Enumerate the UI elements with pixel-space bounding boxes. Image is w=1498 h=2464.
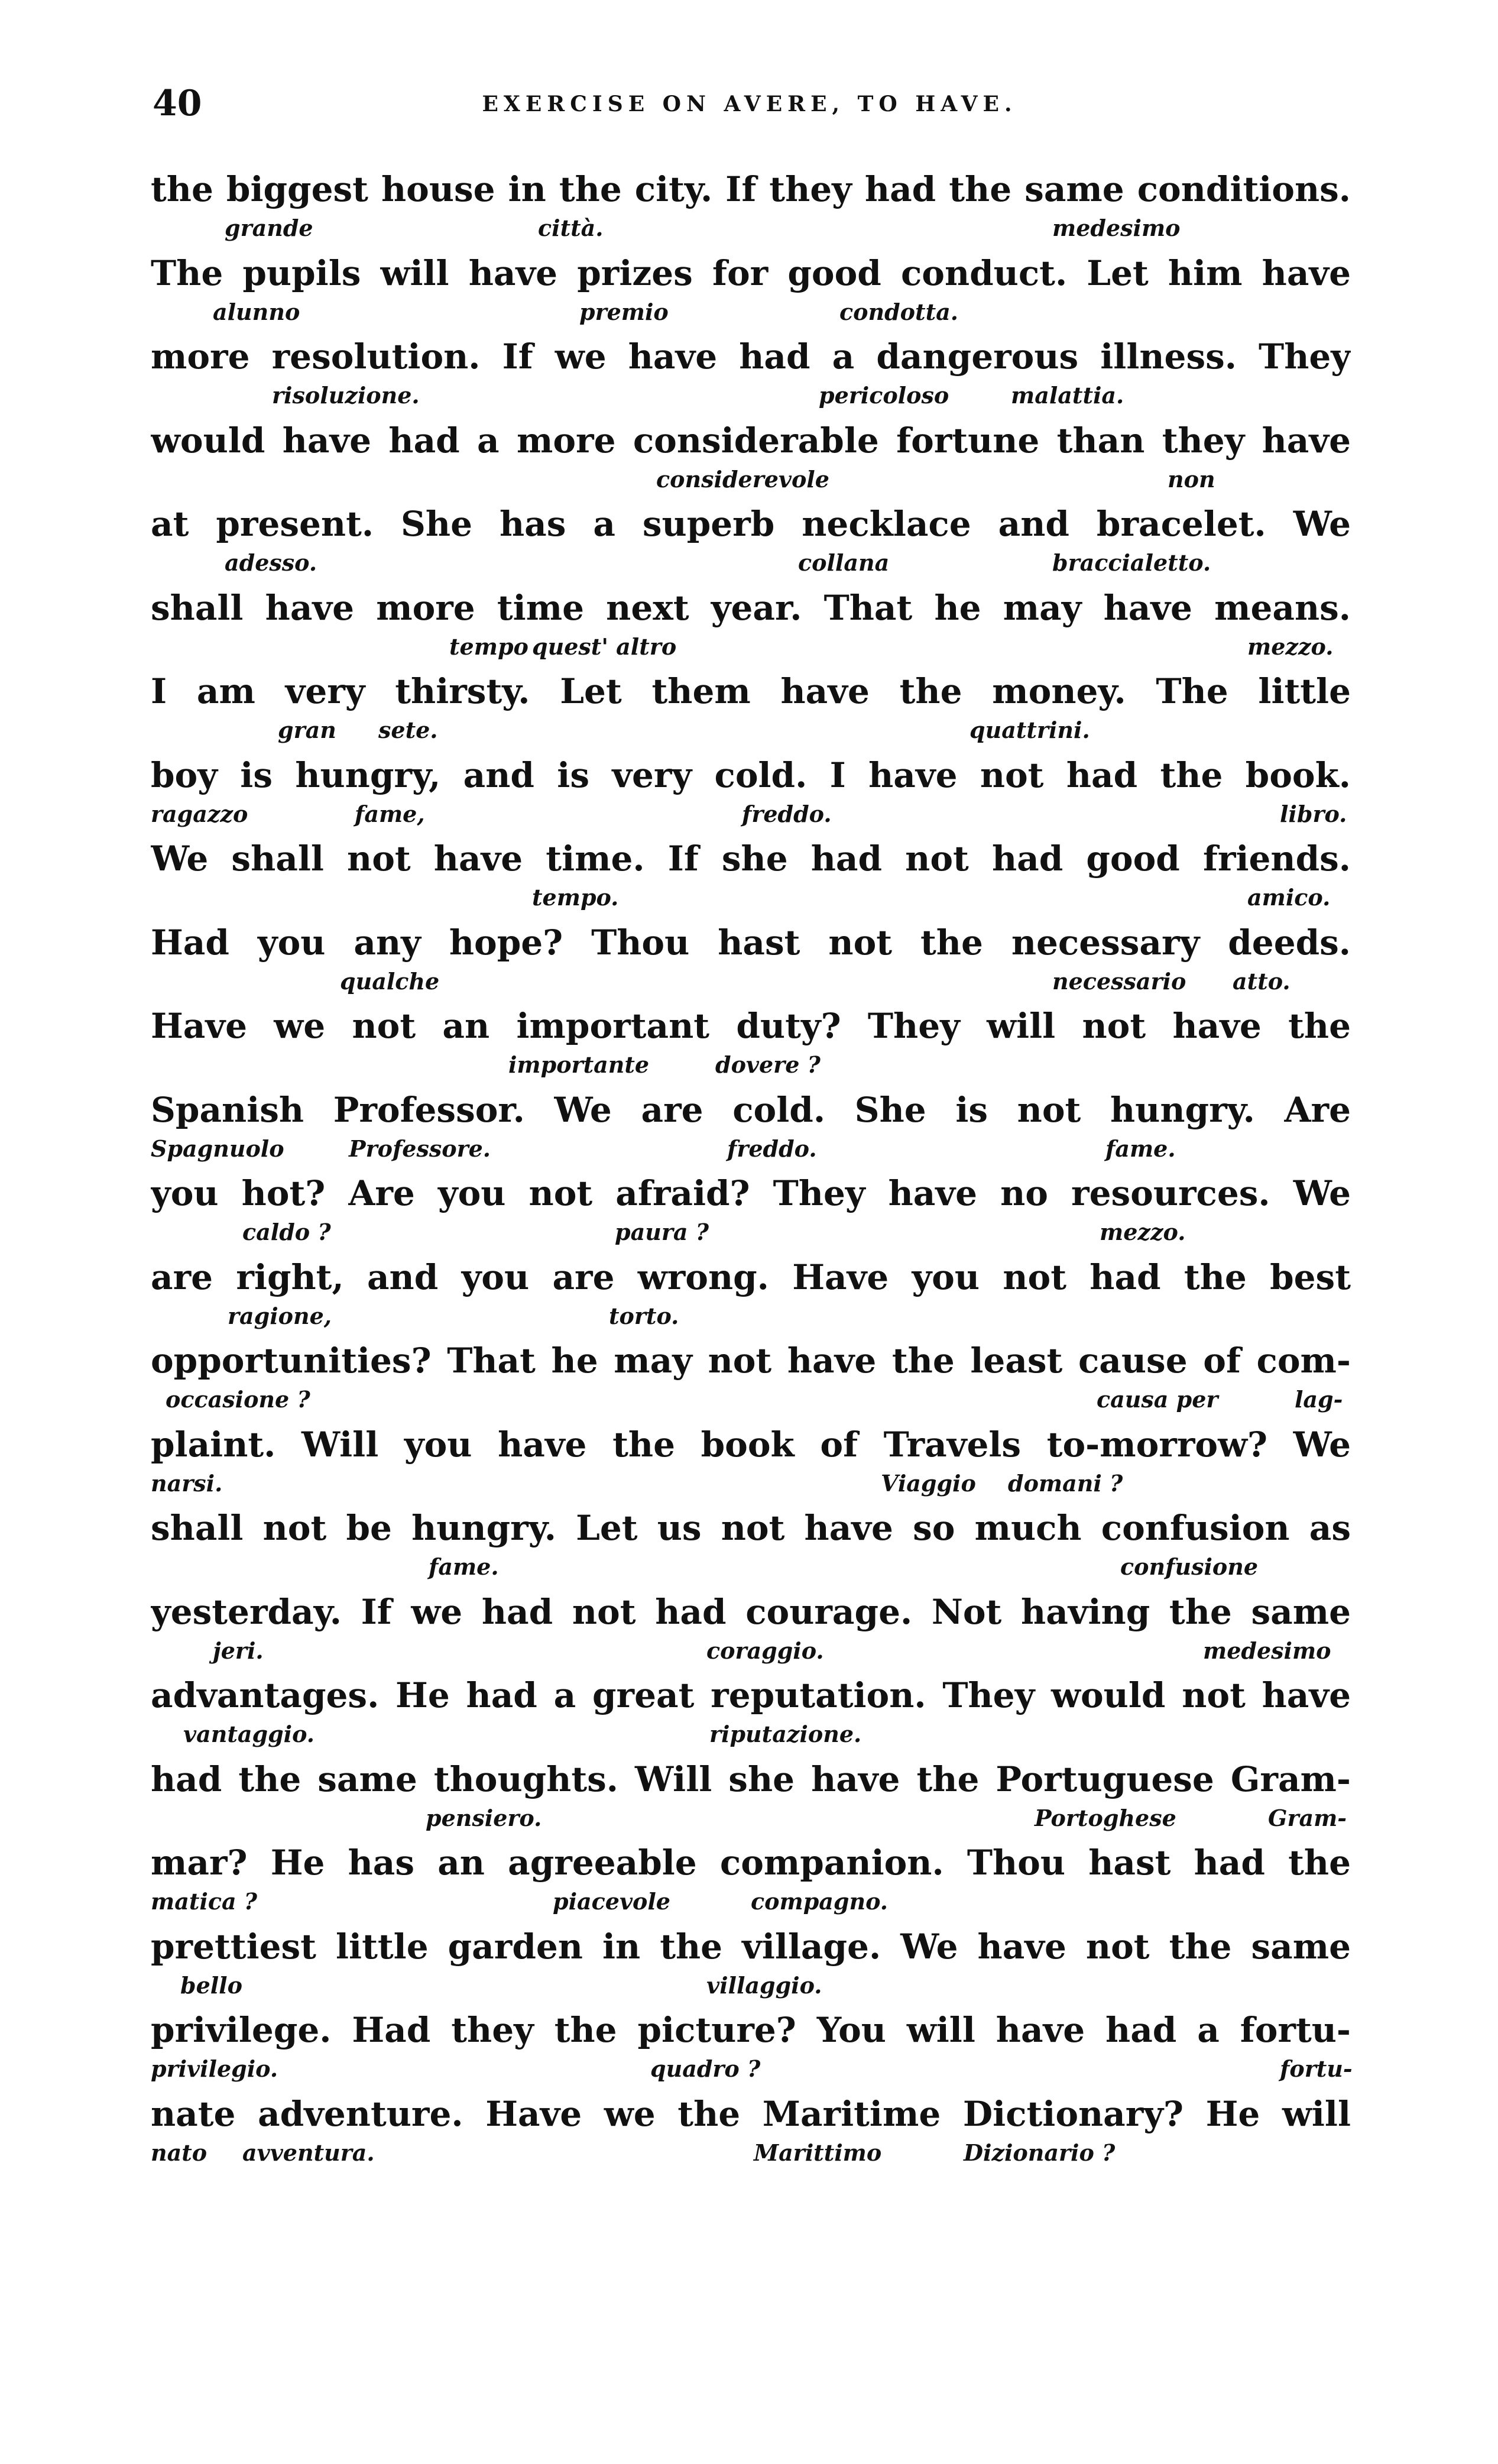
italian-gloss: qualche [340,967,440,995]
italian-gloss: necessario [1052,967,1186,995]
italian-gloss: adesso. [225,549,317,576]
english-line: had the same thoughts. Will she have the Portuguese Gram- [151,1759,1351,1799]
exercise-line [151,835,1351,919]
italian-glosses [151,715,1351,746]
exercise-line [151,1923,1351,2007]
english-line: advantages. He had a great reputation. They would not have [151,1675,1351,1715]
italian-gloss: causa per [1097,1386,1218,1413]
italian-gloss: confusione [1120,1553,1259,1580]
english-line: We shall not have time. If she had not had good friends. [151,838,1351,879]
italian-gloss: domani ? [1008,1469,1123,1497]
exercise-line [151,668,1351,752]
english-line: yesterday. If we had not had courage. Not having the same [151,1591,1351,1632]
exercise-line [151,1254,1351,1338]
exercise-line [151,1170,1351,1254]
italian-gloss: medesimo [1203,1637,1331,1664]
italian-gloss: bello [180,1971,242,1999]
italian-gloss: ragazzo [151,800,248,827]
exercise-line [151,1421,1351,1505]
italian-glosses [151,1719,1351,1750]
italian-glosses [151,632,1351,662]
italian-gloss: caldo ? [242,1219,331,1245]
italian-gloss: compagno. [751,1888,888,1915]
italian-gloss: città. [538,215,604,241]
italian-gloss: fame. [429,1553,499,1580]
italian-gloss: lag- [1295,1386,1343,1413]
exercise-text [151,166,1351,2174]
exercise-line [151,1002,1351,1086]
italian-gloss: sete. [378,717,438,743]
italian-gloss: Viaggio [881,1469,976,1497]
italian-glosses [151,464,1351,495]
italian-gloss: amico. [1247,884,1331,911]
italian-glosses [151,297,1351,328]
italian-gloss: mezzo. [1247,633,1334,660]
italian-gloss: fame, [355,800,425,827]
italian-gloss: braccialetto. [1052,549,1211,576]
italian-gloss: Professore. [349,1135,491,1162]
italian-gloss: mezzo. [1100,1219,1186,1245]
italian-gloss: narsi. [151,1469,223,1497]
english-line: the biggest house in the city. If they had the same conditions. [151,169,1351,209]
italian-gloss: quadro ? [650,2055,761,2082]
english-line: are right, and you are wrong. Have you not had the best [151,1257,1351,1297]
italian-gloss: pericoloso [819,382,949,409]
italian-gloss: tempo [449,633,528,660]
english-line: opportunities? That he may not have the least cause of com- [151,1341,1351,1381]
italian-gloss: riputazione. [709,1721,862,1747]
exercise-line [151,166,1351,250]
english-line: I am very thirsty. Let them have the money. The little [151,671,1351,711]
italian-gloss: grande [225,215,313,241]
english-line: The pupils will have prizes for good conduct. Let him have [151,252,1351,293]
italian-gloss: gran [278,717,336,743]
italian-gloss: atto. [1233,967,1291,995]
italian-glosses [151,2138,1351,2168]
exercise-line [151,919,1351,1003]
page-number: 40 [153,83,202,124]
italian-gloss: libro. [1280,800,1347,827]
italian-glosses [151,799,1351,830]
exercise-line [151,417,1351,501]
exercise-line [151,1588,1351,1672]
italian-gloss: tempo. [532,884,619,911]
italian-gloss: occasione ? [166,1386,310,1413]
italian-glosses [151,1970,1351,2001]
italian-glosses [151,1886,1351,1917]
italian-glosses [151,1468,1351,1499]
italian-glosses [151,1803,1351,1834]
exercise-line [151,500,1351,584]
italian-gloss: collana [798,549,890,576]
italian-gloss: Marittimo [754,2139,882,2166]
italian-gloss: Portoghese [1035,1804,1176,1831]
italian-gloss: avventura. [242,2139,375,2166]
italian-gloss: matica ? [151,1888,258,1915]
italian-gloss: dovere ? [715,1051,821,1078]
english-line: plaint. Will you have the book of Travels to-morrow? We [151,1424,1351,1465]
english-line: at present. She has a superb necklace and bracelet. We [151,504,1351,544]
exercise-line [151,1756,1351,1840]
italian-glosses [151,380,1351,411]
italian-gloss: importante [508,1051,650,1078]
english-line: shall have more time next year. That he may have means. [151,587,1351,628]
english-line: shall not be hungry. Let us not have so much confusion as [151,1508,1351,1548]
italian-gloss: fortu- [1280,2055,1353,2082]
italian-glosses [151,1301,1351,1332]
italian-gloss: vantaggio. [183,1721,314,1747]
italian-glosses [151,1384,1351,1415]
english-line: you hot? Are you not afraid? They have no resources. We [151,1173,1351,1213]
italian-glosses [151,1050,1351,1080]
english-line: boy is hungry, and is very cold. I have not had the book. [151,755,1351,795]
italian-gloss: premio [579,298,669,325]
english-line: more resolution. If we have had a dangerous illness. They [151,336,1351,377]
italian-gloss: medesimo [1052,215,1181,241]
english-line: Spanish Professor. We are cold. She is not hungry. Are [151,1089,1351,1130]
italian-gloss: risoluzione. [272,382,420,409]
exercise-line [151,1086,1351,1170]
english-line: nate adventure. Have we the Maritime Dictionary? He will [151,2093,1351,2134]
english-line: Have we not an important duty? They will not have the [151,1006,1351,1046]
italian-gloss: pensiero. [426,1804,542,1831]
running-head [153,80,1347,127]
italian-gloss: non [1168,465,1215,493]
italian-glosses [151,1134,1351,1164]
english-line: prettiest little garden in the village. We have not the same [151,1926,1351,1967]
exercise-line [151,2006,1351,2090]
english-line: privilege. Had they the picture? You will have had a fortu- [151,2010,1351,2050]
italian-gloss: quest' altro [532,633,677,660]
italian-gloss: malattia. [1011,382,1124,409]
english-line: mar? He has an agreeable companion. Thou hast had the [151,1843,1351,1883]
italian-gloss: freddo. [742,800,832,827]
italian-gloss: nato [151,2139,207,2166]
exercise-line [151,584,1351,668]
italian-gloss: coraggio. [706,1637,824,1664]
exercise-line [151,1839,1351,1923]
italian-glosses [151,1636,1351,1666]
italian-glosses [151,966,1351,997]
italian-gloss: torto. [609,1302,679,1329]
italian-gloss: fame. [1105,1135,1176,1162]
italian-gloss: privilegio. [151,2055,278,2082]
italian-gloss: alunno [213,298,300,325]
english-line: would have had a more considerable fortune than they have [151,420,1351,461]
exercise-line [151,250,1351,334]
italian-gloss: considerevole [656,465,829,493]
italian-glosses [151,1552,1351,1582]
italian-gloss: jeri. [213,1637,264,1664]
italian-gloss: Dizionario ? [964,2139,1116,2166]
italian-gloss: piacevole [553,1888,670,1915]
italian-glosses [151,882,1351,913]
italian-gloss: paura ? [615,1219,709,1245]
running-title: EXERCISE ON AVERE, TO HAVE. [482,92,1017,116]
italian-gloss: quattrini. [970,717,1090,743]
italian-gloss: villaggio. [706,1971,822,1999]
italian-glosses [151,548,1351,578]
italian-glosses [151,1217,1351,1248]
italian-glosses [151,213,1351,244]
exercise-line [151,752,1351,836]
italian-gloss: condotta. [839,298,958,325]
exercise-line [151,2090,1351,2174]
italian-gloss: Spagnuolo [151,1135,284,1162]
exercise-line [151,1504,1351,1588]
italian-glosses [151,2054,1351,2084]
exercise-line [151,333,1351,417]
italian-gloss: freddo. [727,1135,817,1162]
exercise-line [151,1672,1351,1756]
exercise-line [151,1337,1351,1421]
italian-gloss: Gram- [1268,1804,1347,1831]
italian-gloss: ragione, [228,1302,332,1329]
english-line: Had you any hope? Thou hast not the necessary deeds. [151,922,1351,963]
